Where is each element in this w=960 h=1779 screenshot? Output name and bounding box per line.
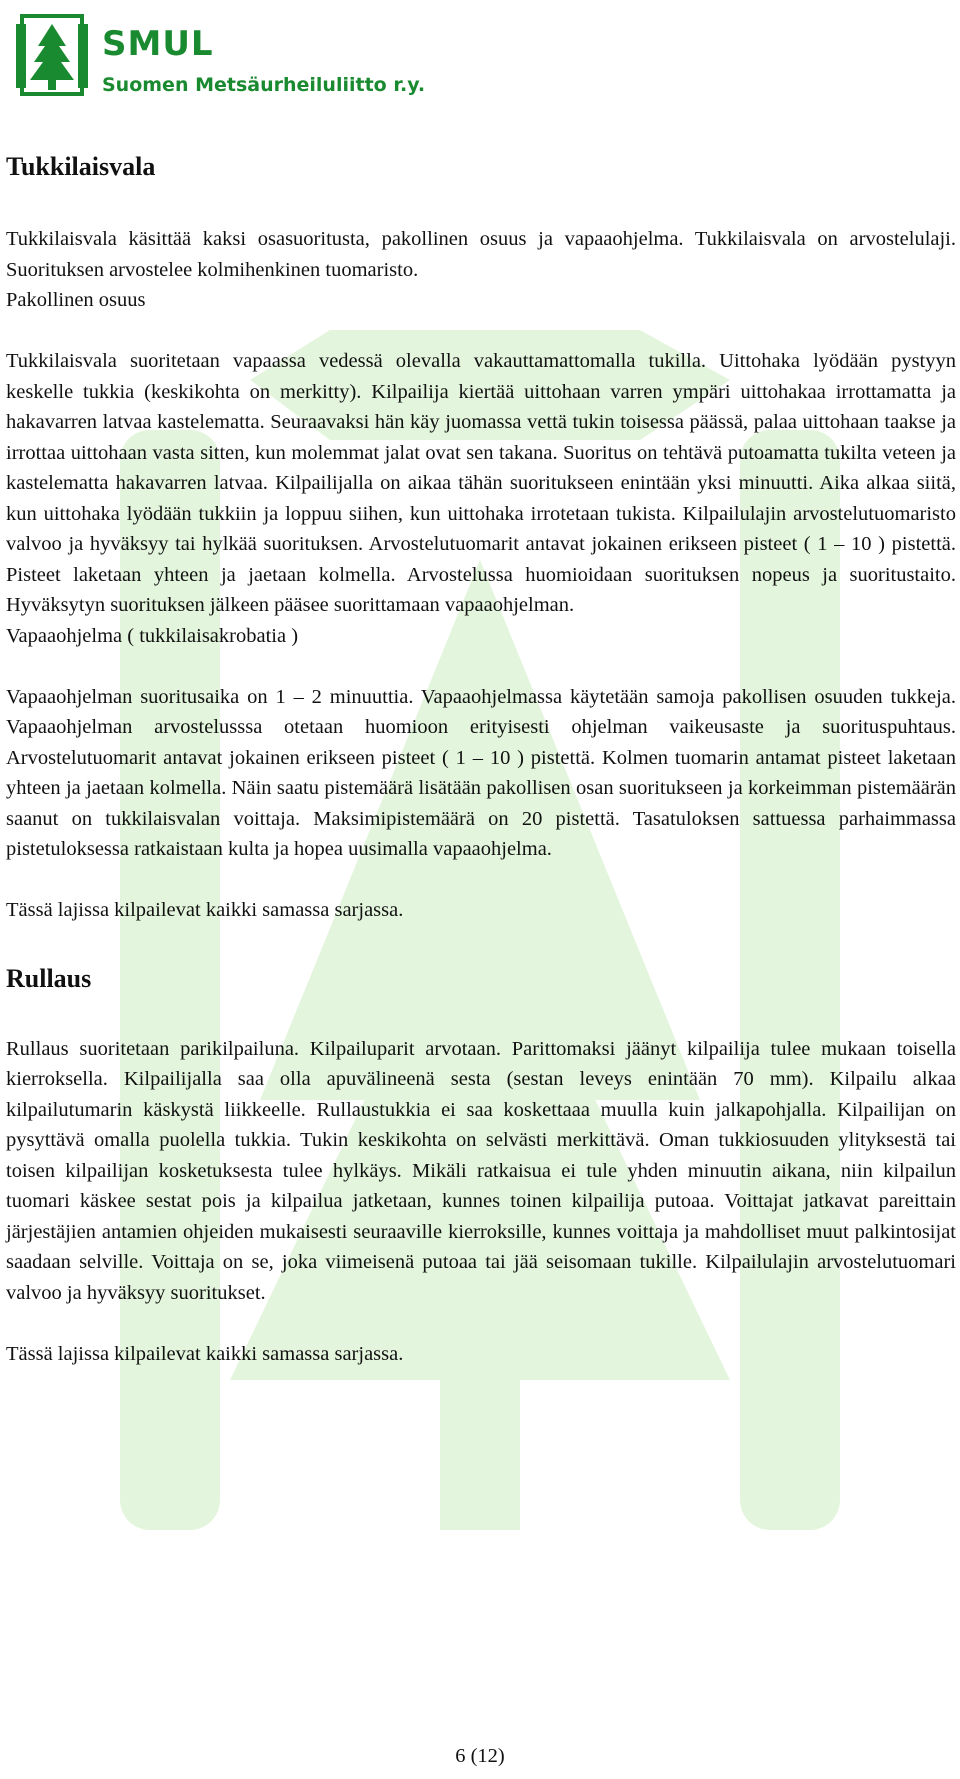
paragraph-pakollinen-osuus: Tukkilaisvala suoritetaan vapaassa vedessä olevalla vakauttamattomalla tukilla. Uittohaka lyödään pystyyn keskelle tukkia (keskikohta on merkitty). Kilpailija kiertää uittohaan varren ympäri uittohakaa irrottamatta ja hakavarren latvaa kastelematta. Seuraavaksi hän käy juomassa vettä tukin toisessa päässä, palaa uittohaan taakse ja irrottaa uittohaan vasta sitten, kun molemmat jalat ovat sen takana. Suoritus on tehtävä putoamatta tukilta veteen ja kastelematta hakavarren latvaa. Kilpailijalla on aikaa tähän suoritukseen enintään yksi minuutti. Aika alkaa siitä, kun uittohaka lyödään tukkiin ja loppuu siihen, kun uittohaka irrotetaan tukista. Kilpailulajin arvostelutuomaristo valvoo ja hyväksyy tai hylkää suorituksen. Arvostelutuomarit antavat jokainen erikseen pisteet ( 1 – 10 ) pistettä. Pisteet laketaan yhteen ja jaetaan kolmella. Arvostelussa huomioidaan suorituksen nopeus ja suoritustaito. Hyväksytyn suorituksen jälkeen pääsee suorittamaan vapaaohjelman.: [6, 350, 956, 616]
page-number: 6 (12): [455, 1745, 505, 1767]
logo-subtitle: Suomen Metsäurheiluliitto r.y.: [102, 74, 426, 96]
tree-logo-icon: [14, 10, 90, 100]
heading-rullaus: Rullaus: [6, 963, 92, 993]
subheading-pakollinen-osuus: Pakollinen osuus: [6, 289, 146, 311]
paragraph-rullaus: Rullaus suoritetaan parikilpailuna. Kilpailuparit arvotaan. Parittomaksi jäänyt kilpailija tulee mukaan toisella kierroksella. Kilpailijalla saa olla apuvälineenä sesta (sestan leveys enintään 70 mm). Kilpailu alkaa kilpailutumarin käskystä liikkeelle. Rullaustukkia ei saa koskettaaa muulla kuin jalkapohjalla. Kilpailijan on pysyttävä omalla puolella tukkia. Tukin keskikohta on selvästi merkittävä. Oman tukkiosuuden ylityksestä tai toisen kilpailijan kosketuksesta tulee hylkäys. Mikäli ratkaisua ei tule yhden minuutin aikana, niin kilpailun tuomari käskee sestat pois ja kilpailua jatketaan, kunnes toinen kilpailija putoaa. Voittajat jatkavat pareittain järjestäjien antamien ohjeiden mukaisesti seuraaville kierroksille, kunnes voittaja ja mahdolliset muut palkintosijat saadaan selville. Voittaja on se, joka viimeisenä putoaa tai jää seisomaan tukille. Kilpailulajin arvostelutuomari valvoo ja hyväksyy suoritukset.: [6, 1037, 956, 1304]
paragraph-intro: Tukkilaisvala käsittää kaksi osasuoritusta, pakollinen osuus ja vapaaohjelma. Tukkilaisvala on arvostelulaji. Suorituksen arvostelee kolmihenkinen tuomaristo.: [6, 228, 956, 281]
smul-logo: [14, 10, 494, 105]
paragraph-sarja-note-1: Tässä lajissa kilpailevat kaikki samassa sarjassa.: [6, 899, 404, 921]
document-body: [6, 150, 956, 1369]
subheading-vapaaohjelma: Vapaaohjelma ( tukkilaisakrobatia ): [6, 624, 299, 647]
logo-title: SMUL: [102, 24, 214, 64]
heading-tukkilaisvala: Tukkilaisvala: [6, 152, 156, 181]
paragraph-sarja-note-2: Tässä lajissa kilpailevat kaikki samassa sarjassa.: [6, 1342, 404, 1365]
paragraph-vapaaohjelma: Vapaaohjelman suoritusaika on 1 – 2 minuuttia. Vapaaohjelmassa käytetään samoja pakollisen osuuden tukkeja. Vapaaohjelman arvostelusssa otetaan huomioon erityisesti ohjelman vaikeusaste ja suorituspuhtaus. Arvostelutuomarit antavat jokainen erikseen pisteet ( 1 – 10 ) pistettä. Kolmen tuomarin antamat pisteet laketaan yhteen ja jaetaan kolmella. Näin saatu pistemäärä lisätään pakollisen osan suoritukseen ja korkeimman pistemäärän saanut on tukkilaisvalan voittaja. Maksimipistemäärä on 20 pistettä. Tasatuloksen sattuessa parhaimmassa pistetuloksessa ratkaistaan kulta ja hopea uusimalla vapaaohjelma.: [6, 685, 956, 860]
